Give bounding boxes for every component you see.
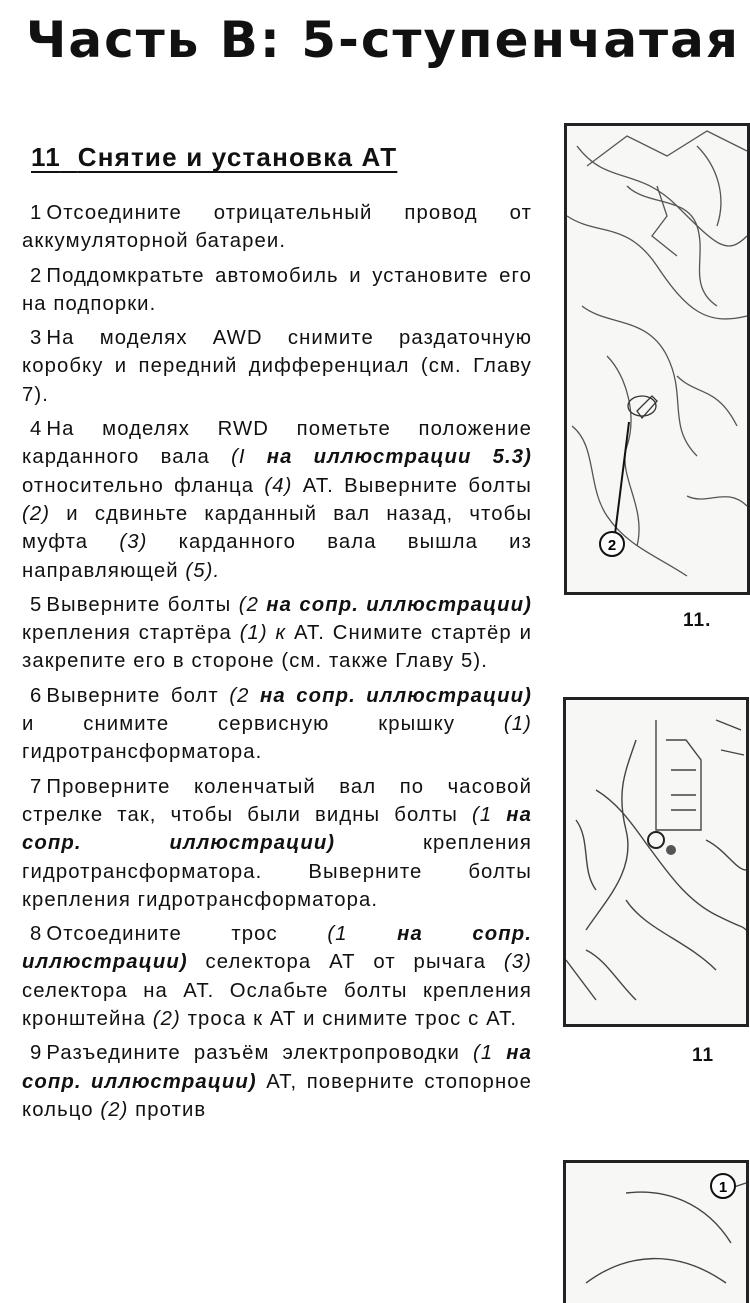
step-text: АТ. Снимите стартёр и закрепите его в стороне (см. также Главу 5). [22, 622, 532, 673]
step-text: Отсоедините отрицательный провод от аккумуляторной батареи. [22, 202, 532, 253]
step-paragraph [22, 415, 532, 585]
step-text: селектора на АТ. Ослабьте болты крепления кронштейна [22, 979, 532, 1031]
text-column [22, 138, 532, 1130]
section-heading [31, 138, 532, 176]
step-text: крепления стартёра [22, 622, 240, 645]
step-text: карданного вала вышла из направляющей [22, 531, 532, 582]
page-title: Часть В: 5-ступенчатая [26, 11, 740, 69]
step-reference: на сопр. иллюстрации) [22, 1042, 532, 1093]
step-reference: (2) [22, 502, 51, 525]
step-reference: (1 [471, 803, 507, 826]
step-reference: (1) [503, 713, 532, 736]
step-text: Выверните болт [46, 684, 230, 707]
step-text: На моделях AWD снимите раздаточную коробку и передний дифференциал (см. Главу 7). [22, 327, 532, 406]
torque-converter-drawing [566, 700, 746, 1024]
step-number: 7 [30, 775, 43, 798]
figure-wiring-illustration [563, 1160, 749, 1303]
step-reference: на сопр. иллюстрации) [22, 923, 533, 974]
step-text: против [128, 1098, 207, 1121]
starter-drawing [567, 126, 747, 592]
step-number: 1 [30, 202, 43, 224]
step-paragraph [22, 591, 532, 676]
step-text: троса к АТ и снимите трос с АТ. [180, 1008, 518, 1031]
step-number: 4 [30, 418, 43, 441]
step-reference: (2) [152, 1008, 181, 1031]
figure-1-callout: 2 [607, 537, 617, 554]
step-reference: на иллюстрации 5.3) [266, 446, 533, 469]
step-reference: (5). [185, 559, 221, 582]
step-paragraph [22, 199, 532, 256]
step-number: 9 [30, 1042, 43, 1065]
step-paragraph [22, 920, 532, 1033]
step-number: 6 [30, 684, 43, 707]
step-number: 2 [30, 264, 43, 287]
step-text: На моделях RWD пометьте положение карданного вала [22, 418, 532, 469]
step-reference: (4) [264, 474, 293, 497]
step-reference: на сопр. иллюстрации) [266, 593, 532, 616]
step-text: и сдвиньте карданный вал назад, чтобы муфта [22, 502, 532, 554]
step-reference: (1 [473, 1042, 507, 1065]
step-reference: (2) [100, 1098, 129, 1121]
step-text: Разъедините разъём электропроводки [46, 1042, 473, 1065]
wiring-drawing [566, 1163, 746, 1303]
step-reference: (3) [503, 951, 532, 974]
step-text: относительно фланца [22, 474, 265, 497]
section-number: 11 [31, 142, 61, 172]
step-text: Проверните коленчатый вал по часовой стрелке так, чтобы были видны болты [22, 775, 532, 826]
step-text: АТ. Выверните болты [292, 474, 532, 497]
step-text: Поддомкратьте автомобиль и установите его на подпорки. [22, 264, 532, 315]
step-text: крепления гидротрансформатора. Выверните болты крепления гидротрансформатора. [22, 832, 532, 911]
step-paragraph [22, 324, 532, 409]
step-number: 3 [30, 327, 43, 350]
step-reference: (2 [238, 593, 267, 616]
step-paragraph [22, 262, 532, 319]
step-text: и снимите сервисную крышку [22, 713, 504, 736]
step-number: 5 [30, 593, 43, 616]
step-paragraph [22, 773, 532, 914]
step-reference: (1 [327, 923, 398, 946]
step-text: селектора АТ от рычага [187, 951, 504, 974]
step-text: АТ, поверните стопорное кольцо [22, 1070, 532, 1121]
step-paragraph [22, 682, 532, 767]
step-text: Выверните болты [46, 593, 239, 616]
figure-torque-converter-illustration [563, 697, 749, 1027]
step-reference: на сопр. иллюстрации) [22, 803, 532, 855]
figure-1-caption: 11. [683, 610, 712, 631]
step-reference: (I [231, 446, 267, 469]
step-reference: (1) к [239, 622, 287, 645]
steps-list [22, 199, 532, 1124]
step-reference: (2 [229, 684, 261, 707]
figure-2-caption: 11 [692, 1045, 715, 1066]
step-paragraph [22, 1039, 532, 1124]
figure-starter-illustration [564, 123, 750, 595]
figure-3-callout: 1 [718, 1179, 728, 1196]
step-reference: на сопр. иллюстрации) [260, 684, 533, 707]
step-text: гидротрансформатора. [22, 741, 263, 764]
section-title: Снятие и установка АТ [77, 142, 398, 172]
step-text: Отсоедините трос [46, 923, 328, 946]
step-number: 8 [30, 923, 43, 946]
step-reference: (3) [119, 531, 148, 554]
